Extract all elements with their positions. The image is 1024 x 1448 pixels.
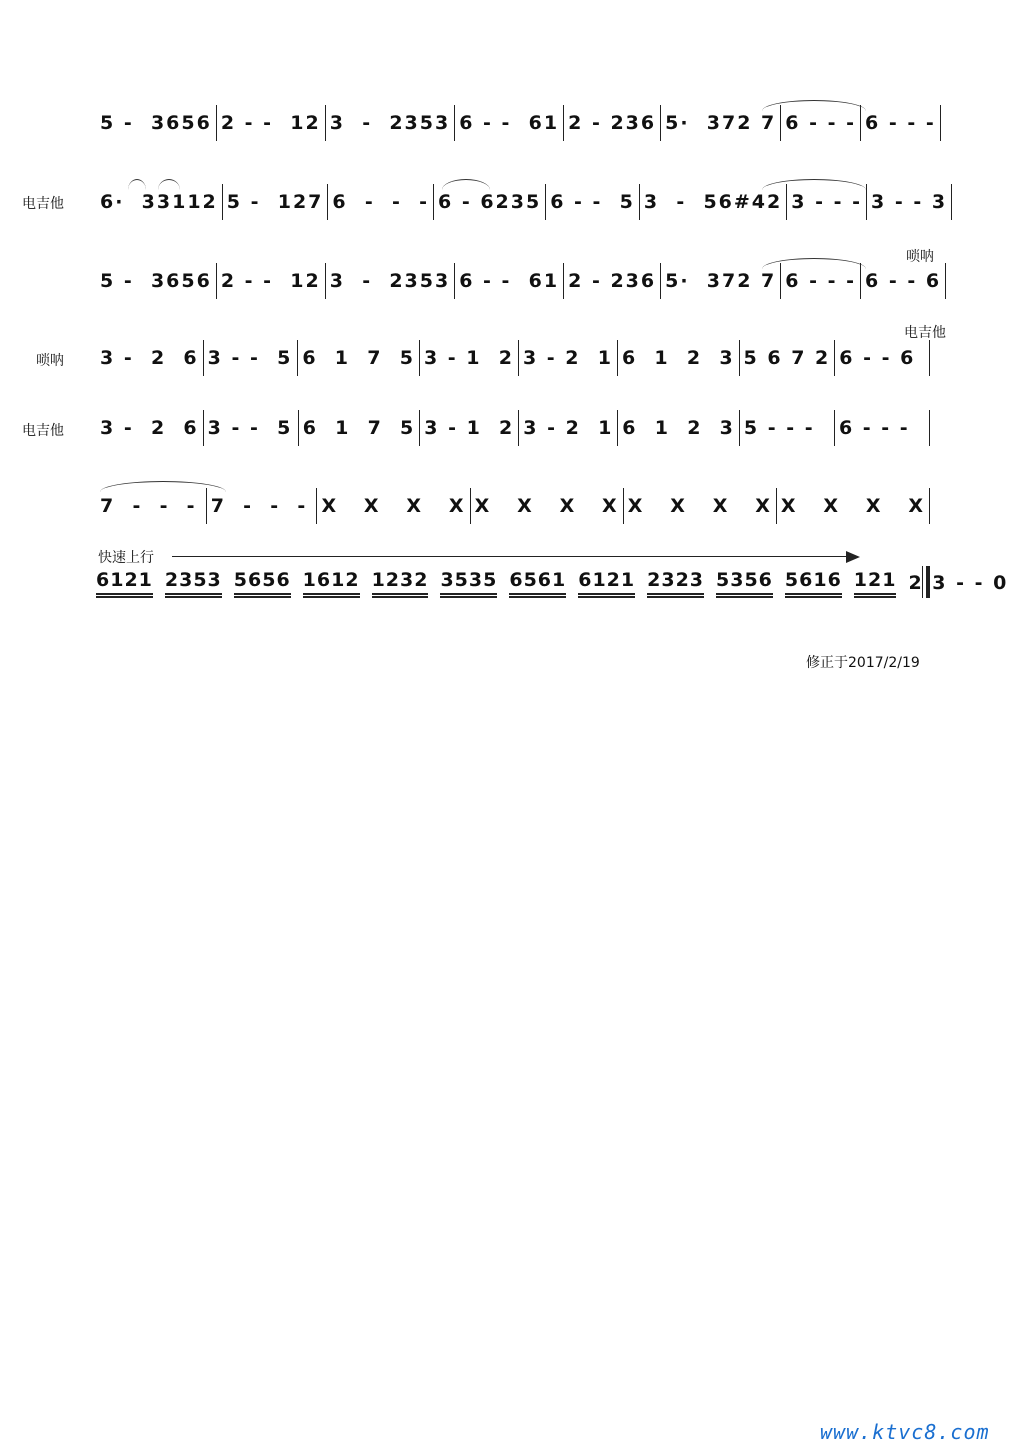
measure <box>776 488 930 524</box>
score-system-1 <box>96 98 936 148</box>
notes: X X X X <box>627 495 772 517</box>
instrument-label: 唢呐 <box>36 353 64 369</box>
revision-note: 修正于2017/2/19 <box>806 655 920 671</box>
measure <box>454 105 563 141</box>
ascend-arrow-line <box>172 556 850 557</box>
measure <box>96 340 203 376</box>
note-group: 5356 <box>716 569 773 598</box>
notes: 6 - - - <box>838 417 910 439</box>
notes: 2 - 236 <box>568 270 657 292</box>
score-system-4 <box>96 333 930 383</box>
instrument-end-label: 电吉他 <box>904 325 946 341</box>
measure <box>203 410 298 446</box>
measure <box>860 105 941 141</box>
measure <box>623 488 776 524</box>
note-group: 5656 <box>234 569 291 598</box>
measure <box>545 184 639 220</box>
notes: 3 - 1 2 <box>423 347 514 369</box>
measure <box>96 263 216 299</box>
notes: 5 - - - <box>743 417 815 439</box>
notes: 3 - 2 6 <box>100 417 199 439</box>
notes: 5 6 7 2 <box>743 347 831 369</box>
measure <box>860 263 946 299</box>
notes: 6 - - 61 <box>459 270 560 292</box>
notes: 2 - 236 <box>568 112 657 134</box>
measure <box>325 105 454 141</box>
notes: 6 - - - <box>332 191 429 213</box>
measure <box>96 488 206 524</box>
measure <box>316 488 469 524</box>
measure <box>617 340 739 376</box>
fast-passage-label: 快速上行 <box>98 550 154 566</box>
note-group: 1612 <box>303 569 360 598</box>
measure <box>834 340 930 376</box>
notes: 6· 33112 <box>100 191 218 213</box>
notes: 3 - 2353 <box>329 112 451 134</box>
measure <box>419 340 518 376</box>
instrument-end-label: 唢呐 <box>906 249 934 265</box>
measure <box>739 340 835 376</box>
notes: 6 1 7 5 <box>302 347 415 369</box>
measure <box>96 410 203 446</box>
notes: 7 - - - <box>210 495 308 517</box>
score-system-6 <box>96 481 930 531</box>
notes: 3 - - 5 <box>207 417 293 439</box>
notes: 5 - 3656 <box>100 270 212 292</box>
measure <box>518 410 617 446</box>
notes: X X X X <box>321 495 466 517</box>
measure <box>298 410 420 446</box>
notes: 5· 372 7 <box>665 112 777 134</box>
notes: 6 - - 5 <box>550 191 635 213</box>
notes: 3 - 1 2 <box>424 417 515 439</box>
ending-notes: 2 3 - - 0 <box>908 572 1009 594</box>
notes: 2 - - 12 <box>220 270 321 292</box>
notes: 5 - 127 <box>226 191 324 213</box>
measure-row <box>96 333 930 383</box>
notes: 6 - - - <box>785 270 857 292</box>
note-group: 3535 <box>440 569 497 598</box>
score-system-2 <box>96 177 948 227</box>
note-group: 6121 <box>578 569 635 598</box>
measure <box>203 340 298 376</box>
measure <box>216 105 325 141</box>
measure <box>222 184 328 220</box>
arrow-right-icon <box>846 551 860 563</box>
notes: 3 - 2 1 <box>522 347 613 369</box>
notes: 5· 372 7 <box>665 270 777 292</box>
measure <box>327 184 433 220</box>
notes: 6 1 2 3 <box>622 417 735 439</box>
notes: 6 1 7 5 <box>302 417 416 439</box>
measure <box>419 410 518 446</box>
measure <box>96 105 216 141</box>
notes: 2 - - 12 <box>220 112 321 134</box>
note-group: 5616 <box>785 569 842 598</box>
notes: X X X X <box>474 495 619 517</box>
notes: 6 1 2 3 <box>621 347 735 369</box>
measure <box>739 410 834 446</box>
measure <box>834 410 930 446</box>
measure <box>563 105 660 141</box>
measure <box>216 263 325 299</box>
fast-passage-row <box>96 566 1009 600</box>
notes: 3 - 2353 <box>329 270 451 292</box>
notes: 3 - 56#42 <box>643 191 783 213</box>
notes: 3 - 2 6 <box>100 347 199 369</box>
site-watermark: www.ktvc8.com <box>820 1420 990 1444</box>
note-group: 2323 <box>647 569 704 598</box>
notes: 3 - - - <box>791 191 862 213</box>
notes: 6 - - - <box>865 112 936 134</box>
measure <box>325 263 454 299</box>
notes: 3 - 2 1 <box>523 417 614 439</box>
note-group: 1232 <box>372 569 429 598</box>
measure-row <box>96 403 930 453</box>
notes: 6 - - 6 <box>839 347 916 369</box>
measure <box>470 488 623 524</box>
note-group: 2353 <box>165 569 222 598</box>
measure <box>297 340 419 376</box>
notes: 3 - - 5 <box>207 347 293 369</box>
notes: 6 - 6235 <box>437 191 542 213</box>
notes: 6 - - 61 <box>459 112 560 134</box>
note-group: 6121 <box>96 569 153 598</box>
instrument-label: 电吉他 <box>22 196 64 212</box>
notes: 6 - - - <box>785 112 857 134</box>
measure <box>617 410 739 446</box>
score-system-5 <box>96 403 930 453</box>
measure <box>206 488 317 524</box>
measure <box>454 263 563 299</box>
notes: 7 - - - <box>100 495 197 517</box>
measure <box>518 340 617 376</box>
note-group: 121 <box>854 569 897 598</box>
notes: X X X X <box>780 495 925 517</box>
measure <box>563 263 660 299</box>
final-barline <box>922 566 930 598</box>
note-group: 6561 <box>509 569 566 598</box>
notes: 5 - 3656 <box>100 112 212 134</box>
instrument-label: 电吉他 <box>22 423 64 439</box>
notes: 3 - - 3 <box>870 191 948 213</box>
notes: 6 - - 6 <box>865 270 942 292</box>
measure <box>866 184 952 220</box>
